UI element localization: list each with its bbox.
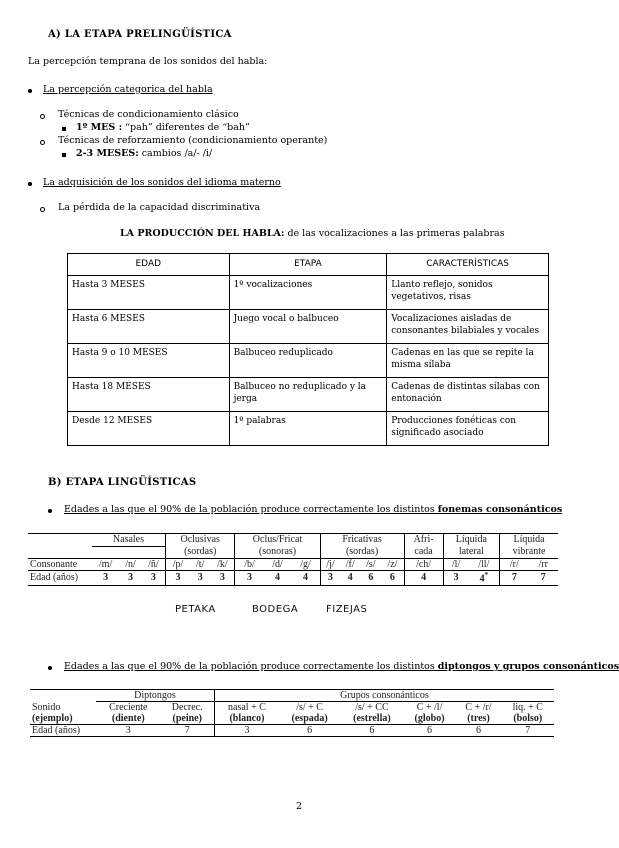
table-cell: Vocalizaciones aisladas de consonantes bilabiales y vocales bbox=[387, 310, 549, 344]
age-cell bbox=[469, 571, 500, 586]
group-row bbox=[30, 690, 554, 702]
age-value: 3 bbox=[453, 572, 459, 584]
word-petaka: PETAKA bbox=[175, 604, 216, 615]
age-cell: 3 bbox=[96, 725, 161, 737]
consonant-cell: /ñ/ bbox=[142, 558, 166, 571]
consonant-phonemes-table bbox=[28, 533, 558, 586]
table-cell: 1º palabras bbox=[229, 412, 387, 446]
age-value: 4 bbox=[479, 573, 485, 585]
age-cell bbox=[320, 571, 340, 586]
consonant-cell: /n/ bbox=[119, 558, 142, 571]
heading-text: Edades a las que el 90% de la población produce correctamente los distintos bbox=[64, 504, 438, 515]
word-bodega: BODEGA bbox=[252, 604, 299, 615]
group-africada: Afri- bbox=[404, 534, 443, 547]
bullet-dot bbox=[48, 666, 52, 670]
table-header-row bbox=[68, 254, 549, 276]
age-value: 7 bbox=[540, 572, 546, 584]
age-value: 4 bbox=[421, 572, 427, 584]
column-example: (bolso) bbox=[502, 713, 554, 725]
section-a-title: A) LA ETAPA PRELINGÜÍSTICA bbox=[48, 29, 232, 40]
consonant-cell: /b/ bbox=[235, 558, 264, 571]
consonant-cell: /f/ bbox=[340, 558, 360, 571]
group-africada-sub: cada bbox=[404, 546, 443, 558]
blank-cell bbox=[92, 546, 165, 558]
column-example: (blanco) bbox=[214, 713, 279, 725]
column-example: (tres) bbox=[455, 713, 501, 725]
word-fizejas: FIZEJAS bbox=[326, 604, 368, 615]
table-cell: Balbuceo no reduplicado y la jerga bbox=[229, 378, 387, 412]
bullet-dot bbox=[28, 182, 32, 186]
group-diptongos: Diptongos bbox=[96, 690, 214, 702]
header-age: EDAD bbox=[68, 254, 230, 276]
table-cell: Hasta 9 o 10 MESES bbox=[68, 344, 230, 378]
group-oclus-fricat: Oclus/Fricat bbox=[235, 534, 320, 547]
group-oclus-fricat-sub: (sonoras) bbox=[235, 546, 320, 558]
group-liquida-lateral: Líquida bbox=[443, 534, 499, 547]
age-row bbox=[28, 571, 558, 586]
table-cell: Juego vocal o balbuceo bbox=[229, 310, 387, 344]
column-header: liq. + C bbox=[512, 702, 543, 713]
blank-cell bbox=[28, 534, 92, 547]
column-example: (estrella) bbox=[340, 713, 403, 725]
age-cell bbox=[142, 571, 166, 586]
group-row-2 bbox=[28, 546, 558, 558]
asterisk-mark: * bbox=[484, 571, 489, 579]
table-cell: Hasta 6 MESES bbox=[68, 310, 230, 344]
age-value: 3 bbox=[175, 572, 181, 584]
column-header: Decrec. bbox=[161, 702, 215, 714]
consonant-label: Consonante bbox=[28, 558, 92, 571]
consonant-cell: /rr bbox=[529, 558, 558, 571]
diphthongs-table bbox=[30, 689, 554, 737]
consonant-cell: /m/ bbox=[92, 558, 119, 571]
table-row bbox=[68, 310, 549, 344]
age-cell bbox=[210, 571, 235, 586]
age-value: 6 bbox=[389, 572, 395, 584]
age-value: 3 bbox=[197, 572, 203, 584]
age-value: 3 bbox=[219, 572, 225, 584]
discrimination-loss-text: La pérdida de la capacidad discriminativa bbox=[58, 202, 261, 213]
consonant-cell: /r/ bbox=[500, 558, 529, 571]
diphthongs-heading bbox=[64, 661, 619, 672]
two-three-months-label: 2-3 MESES: bbox=[76, 148, 139, 159]
two-three-months-text bbox=[76, 148, 212, 159]
bullet-dot bbox=[28, 89, 32, 93]
classical-conditioning-text: Técnicas de condicionamiento clásico bbox=[58, 109, 239, 120]
consonant-cell: /ll/ bbox=[469, 558, 500, 571]
header-characteristics: CARACTERÍSTICAS bbox=[387, 254, 549, 276]
sub-bullet-circle bbox=[40, 114, 45, 119]
age-row bbox=[30, 725, 554, 737]
consonant-cell: /k/ bbox=[210, 558, 235, 571]
consonant-cell: /s/ bbox=[360, 558, 381, 571]
consonant-cell: /ch/ bbox=[404, 558, 443, 571]
table-cell: 1º vocalizaciones bbox=[229, 276, 387, 310]
consonant-cell: /j/ bbox=[320, 558, 340, 571]
group-liquida-vibrante-sub: vibrante bbox=[512, 546, 546, 557]
table-cell: Producciones fonéticas con significado asociado bbox=[387, 412, 549, 446]
blank-cell bbox=[28, 546, 92, 558]
consonant-cell: /d/ bbox=[264, 558, 292, 571]
table-row bbox=[68, 276, 549, 310]
column-header: /s/ + C bbox=[296, 702, 323, 713]
age-cell: 7 bbox=[161, 725, 215, 737]
header-row-2 bbox=[30, 713, 554, 725]
age-cell bbox=[443, 571, 468, 586]
table-cell: Hasta 18 MESES bbox=[68, 378, 230, 412]
age-cell bbox=[119, 571, 142, 586]
table-cell: Cadenas de distintas sílabas con entonación bbox=[387, 378, 549, 412]
heading-bold: diptongos y grupos consonánticos bbox=[437, 661, 619, 672]
column-header: C + /l/ bbox=[416, 702, 443, 713]
age-cell: 6 bbox=[340, 725, 403, 737]
example-label: (ejemplo) bbox=[30, 713, 96, 725]
age-cell bbox=[381, 571, 404, 586]
age-cell bbox=[404, 571, 443, 586]
age-value: 4 bbox=[347, 572, 353, 584]
bullet-dot bbox=[48, 509, 52, 513]
age-cell: 6 bbox=[455, 725, 501, 737]
first-month-label: 1º MES : bbox=[76, 122, 123, 133]
age-cell bbox=[190, 571, 210, 586]
operant-conditioning-text: Técnicas de reforzamiento (condicionamiento operante) bbox=[58, 135, 328, 146]
group-oclusivas: Oclusivas bbox=[165, 534, 235, 547]
consonant-cell: /g/ bbox=[291, 558, 320, 571]
sub-sub-bullet-square bbox=[62, 153, 66, 157]
group-row-1 bbox=[28, 534, 558, 547]
group-liquida-lateral-sub: lateral bbox=[443, 546, 499, 558]
two-three-months-detail: cambios /a/- /i/ bbox=[138, 148, 213, 159]
consonant-cell: /l/ bbox=[443, 558, 468, 571]
table-row bbox=[68, 412, 549, 446]
group-fricativas-sub: (sordas) bbox=[320, 546, 404, 558]
page-number: 2 bbox=[296, 801, 303, 812]
age-value: 3 bbox=[150, 572, 156, 584]
heading-bold: fonemas consonánticos bbox=[437, 504, 563, 515]
column-example: (espada) bbox=[279, 713, 340, 725]
age-cell: 6 bbox=[279, 725, 340, 737]
sound-label: Sonido bbox=[32, 701, 61, 713]
table-row bbox=[68, 378, 549, 412]
age-label: Edad (años) bbox=[30, 725, 96, 737]
age-cell: 6 bbox=[404, 725, 456, 737]
age-value: 4 bbox=[275, 572, 280, 584]
consonant-cell: /p/ bbox=[165, 558, 190, 571]
group-grupos-consonanticos: Grupos consonánticos bbox=[214, 690, 554, 702]
first-month-text bbox=[76, 122, 250, 133]
age-cell bbox=[165, 571, 190, 586]
age-cell bbox=[529, 571, 558, 586]
age-cell: 3 bbox=[214, 725, 279, 737]
age-value: 3 bbox=[327, 572, 333, 584]
header-stage: ETAPA bbox=[229, 254, 387, 276]
age-cell bbox=[264, 571, 292, 586]
age-cell bbox=[291, 571, 320, 586]
age-value: 7 bbox=[511, 572, 517, 584]
blank-cell bbox=[30, 690, 96, 702]
age-value: 3 bbox=[128, 572, 133, 584]
table-cell: Hasta 3 MESES bbox=[68, 276, 230, 310]
speech-production-table bbox=[67, 253, 549, 446]
first-month-detail: “pah” diferentes de “bah” bbox=[122, 122, 250, 133]
table-row bbox=[68, 344, 549, 378]
consonant-row bbox=[28, 558, 558, 571]
age-value: 3 bbox=[103, 572, 109, 584]
intro-text: La percepción temprana de los sonidos del habla: bbox=[28, 56, 268, 67]
age-cell bbox=[500, 571, 529, 586]
sub-bullet-circle bbox=[40, 140, 45, 145]
column-header: nasal + C bbox=[228, 702, 266, 713]
production-title-bold: LA PRODUCCIÓN DEL HABLA: bbox=[120, 228, 285, 239]
column-header: C + /r/ bbox=[465, 702, 492, 713]
bullet-categorical-perception: La percepción categorica del habla bbox=[43, 84, 213, 95]
age-value: 6 bbox=[368, 572, 374, 584]
table-cell: Balbuceo reduplicado bbox=[229, 344, 387, 378]
sub-bullet-circle bbox=[40, 207, 45, 212]
age-label: Edad (años) bbox=[28, 571, 92, 586]
column-example: (diente) bbox=[96, 713, 161, 725]
group-fricativas: Fricativas bbox=[320, 534, 404, 547]
age-value: 3 bbox=[247, 572, 253, 584]
consonant-cell: /t/ bbox=[190, 558, 210, 571]
group-liquida-vibrante: Líquida bbox=[500, 534, 558, 547]
consonant-phonemes-heading bbox=[64, 504, 562, 515]
consonant-cell: /z/ bbox=[381, 558, 404, 571]
table-cell: Cadenas en las que se repite la misma sílaba bbox=[387, 344, 549, 378]
heading-text: Edades a las que el 90% de la población produce correctamente los distintos bbox=[64, 661, 438, 672]
column-example: (globo) bbox=[404, 713, 456, 725]
section-b-title: B) ETAPA LINGÜÍSTICAS bbox=[48, 477, 197, 488]
production-title bbox=[120, 228, 505, 239]
production-title-rest: de las vocalizaciones a las primeras palabras bbox=[284, 228, 505, 239]
column-header: /s/ + CC bbox=[355, 702, 389, 713]
bullet-native-sounds: La adquisición de los sonidos del idioma materno bbox=[43, 177, 281, 188]
group-nasales: Nasales bbox=[92, 534, 165, 547]
age-cell bbox=[340, 571, 360, 586]
header-row-1 bbox=[30, 702, 554, 714]
table-cell: Llanto reflejo, sonidos vegetativos, risas bbox=[387, 276, 549, 310]
age-cell bbox=[92, 571, 119, 586]
age-cell bbox=[360, 571, 381, 586]
sub-sub-bullet-square bbox=[62, 127, 66, 131]
column-header: Creciente bbox=[109, 702, 148, 713]
age-value: 4 bbox=[302, 572, 308, 584]
table-cell: Desde 12 MESES bbox=[68, 412, 230, 446]
column-example: (peine) bbox=[161, 713, 215, 725]
group-oclusivas-sub: (sordas) bbox=[165, 546, 235, 558]
age-cell bbox=[235, 571, 264, 586]
age-cell: 7 bbox=[502, 725, 554, 737]
